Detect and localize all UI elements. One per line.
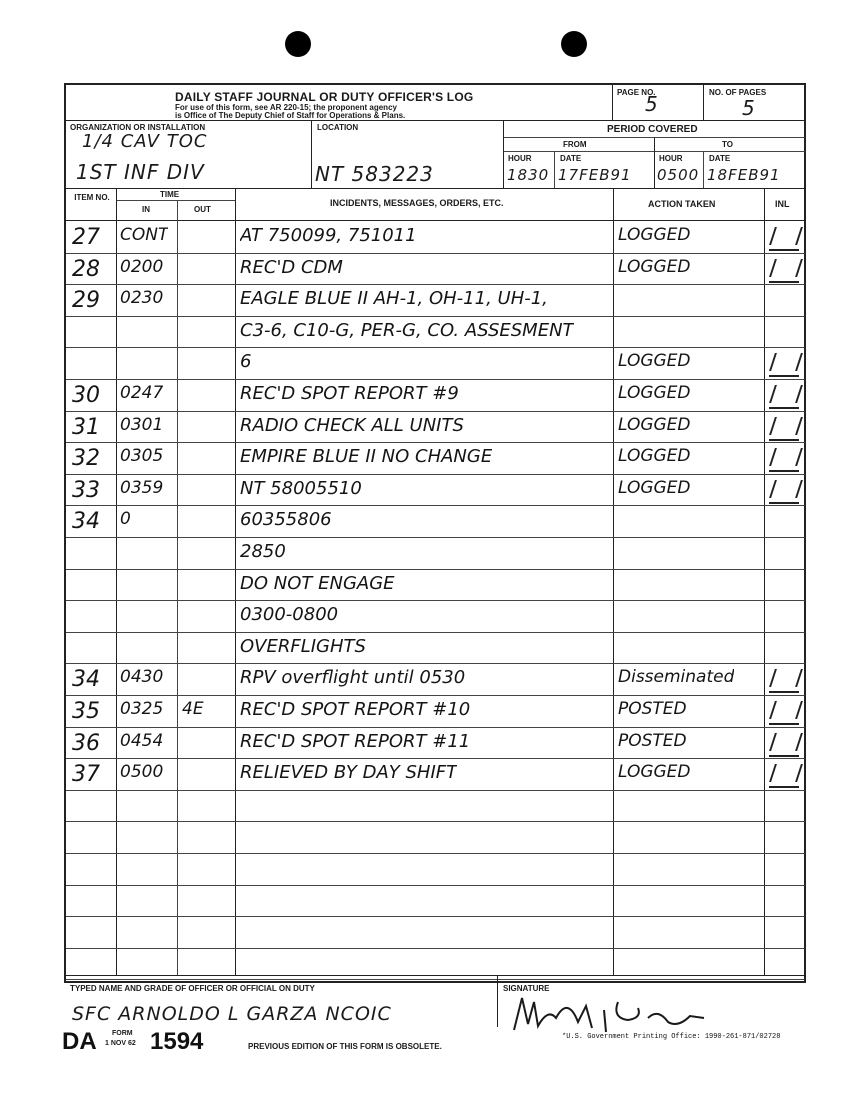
- row-divider: [66, 347, 805, 348]
- row-divider: [66, 885, 805, 886]
- location-label: LOCATION: [317, 123, 359, 132]
- row-initials: [769, 697, 799, 725]
- row-initials: [769, 444, 799, 472]
- no-of-pages-label: NO. OF PAGES: [709, 88, 767, 97]
- row-incident-text: AT 750099, 751011: [240, 225, 417, 246]
- row-incident-text: 6: [240, 351, 252, 372]
- from-date-label: DATE: [560, 154, 582, 163]
- row-initials: [769, 665, 799, 693]
- row-divider: [66, 790, 805, 791]
- form-label-top: FORM: [112, 1030, 133, 1037]
- col-in-label: IN: [142, 205, 150, 214]
- row-incident-text: REC'D SPOT REPORT #9: [240, 383, 459, 404]
- row-divider: [66, 253, 805, 254]
- row-divider: [66, 537, 805, 538]
- form-title: DAILY STAFF JOURNAL OR DUTY OFFICER'S LOG: [175, 90, 474, 104]
- from-hour-label: HOUR: [508, 154, 532, 163]
- row-time-in: 0247: [120, 383, 164, 403]
- row-initials: [769, 413, 799, 441]
- row-time-in: 0500: [120, 762, 164, 782]
- row-action-taken: LOGGED: [618, 478, 691, 498]
- row-incident-text: EAGLE BLUE II AH-1, OH-11, UH-1,: [240, 288, 548, 309]
- form-subtitle-1: For use of this form, see AR 220-15; the proponent agency: [175, 103, 397, 112]
- from-date-value: 17FEB91: [558, 166, 632, 184]
- row-time-in: 0301: [120, 415, 164, 435]
- row-incident-text: 60355806: [240, 509, 332, 530]
- row-divider: [66, 727, 805, 728]
- row-divider: [66, 379, 805, 380]
- to-date-value: 18FEB91: [707, 166, 781, 184]
- typed-name-label: TYPED NAME AND GRADE OF OFFICER OR OFFICIAL ON DUTY: [70, 984, 315, 993]
- form-subtitle-2: is Office of The Deputy Chief of Staff for Operations & Plans.: [175, 111, 406, 120]
- col-incidents-label: INCIDENTS, MESSAGES, ORDERS, ETC.: [330, 198, 504, 208]
- row-incident-text: NT 58005510: [240, 478, 362, 499]
- typed-name-value: SFC ARNOLDO L GARZA NCOIC: [72, 1003, 392, 1025]
- row-divider: [66, 821, 805, 822]
- row-action-taken: LOGGED: [618, 257, 691, 277]
- row-action-taken: LOGGED: [618, 446, 691, 466]
- row-time-out: 4E: [182, 699, 204, 719]
- row-incident-text: DO NOT ENGAGE: [240, 573, 395, 594]
- row-item-no: 35: [72, 699, 100, 724]
- row-action-taken: POSTED: [618, 699, 687, 719]
- row-action-taken: LOGGED: [618, 351, 691, 371]
- row-divider: [66, 853, 805, 854]
- signature: [508, 988, 718, 1036]
- row-divider: [66, 916, 805, 917]
- period-label: PERIOD COVERED: [607, 124, 698, 135]
- row-item-no: 32: [72, 446, 100, 471]
- row-incident-text: EMPIRE BLUE II NO CHANGE: [240, 446, 493, 467]
- row-divider: [66, 758, 805, 759]
- row-time-in: 0200: [120, 257, 164, 277]
- punch-hole-right: [561, 31, 587, 57]
- from-label: FROM: [563, 140, 587, 149]
- row-divider: [66, 979, 805, 980]
- row-divider: [66, 505, 805, 506]
- to-hour-value: 0500: [657, 166, 700, 184]
- form-label-bottom: 1 NOV 62: [105, 1040, 136, 1047]
- col-inl-label: INL: [775, 199, 790, 209]
- row-divider: [66, 663, 805, 664]
- col-item-label: ITEM NO.: [74, 193, 110, 202]
- row-incident-text: REC'D SPOT REPORT #11: [240, 731, 471, 752]
- row-divider: [66, 474, 805, 475]
- page-no-value: 5: [645, 92, 659, 116]
- row-incident-text: C3-6, C10-G, PER-G, CO. ASSESMENT: [240, 320, 574, 341]
- row-time-in: 0: [120, 509, 131, 529]
- to-label: TO: [722, 140, 733, 149]
- row-incident-text: 2850: [240, 541, 286, 562]
- to-date-label: DATE: [709, 154, 731, 163]
- row-initials: [769, 223, 799, 251]
- row-time-in: 0325: [120, 699, 164, 719]
- row-divider: [66, 600, 805, 601]
- row-time-in: 0305: [120, 446, 164, 466]
- row-incident-text: REC'D SPOT REPORT #10: [240, 699, 471, 720]
- gpo-note: *U.S. Government Printing Office: 1990-261-871/02728: [562, 1033, 781, 1041]
- row-time-in: CONT: [120, 225, 169, 245]
- col-time-label: TIME: [160, 190, 180, 199]
- row-item-no: 33: [72, 478, 100, 503]
- row-action-taken: LOGGED: [618, 762, 691, 782]
- row-item-no: 29: [72, 288, 100, 313]
- to-hour-label: HOUR: [659, 154, 683, 163]
- form-number: 1594: [150, 1028, 204, 1055]
- row-divider: [66, 316, 805, 317]
- row-action-taken: LOGGED: [618, 225, 691, 245]
- form-border: [64, 83, 806, 983]
- row-incident-text: RADIO CHECK ALL UNITS: [240, 415, 464, 436]
- row-action-taken: Disseminated: [618, 667, 735, 687]
- row-time-in: 0359: [120, 478, 164, 498]
- row-initials: [769, 476, 799, 504]
- row-item-no: 31: [72, 415, 100, 440]
- form-prefix: DA: [62, 1028, 97, 1055]
- col-action-label: ACTION TAKEN: [648, 199, 716, 209]
- row-action-taken: POSTED: [618, 731, 687, 751]
- row-item-no: 37: [72, 762, 100, 787]
- row-divider: [66, 569, 805, 570]
- col-out-label: OUT: [194, 205, 211, 214]
- row-incident-text: REC'D CDM: [240, 257, 343, 278]
- no-of-pages-value: 5: [742, 96, 756, 120]
- row-time-in: 0454: [120, 731, 164, 751]
- page-no-label: PAGE NO.: [617, 88, 656, 97]
- row-item-no: 34: [72, 667, 100, 692]
- row-incident-text: OVERFLIGHTS: [240, 636, 366, 657]
- from-hour-value: 1830: [507, 166, 550, 184]
- row-initials: [769, 381, 799, 409]
- row-incident-text: 0300-0800: [240, 604, 339, 625]
- row-time-in: 0230: [120, 288, 164, 308]
- row-initials: [769, 729, 799, 757]
- row-item-no: 34: [72, 509, 100, 534]
- org-line-2: 1ST INF DIV: [76, 160, 205, 184]
- row-action-taken: LOGGED: [618, 383, 691, 403]
- punch-hole-left: [285, 31, 311, 57]
- location-value: NT 583223: [315, 162, 434, 186]
- row-divider: [66, 695, 805, 696]
- row-divider: [66, 411, 805, 412]
- row-time-in: 0430: [120, 667, 164, 687]
- row-initials: [769, 255, 799, 283]
- row-action-taken: LOGGED: [618, 415, 691, 435]
- row-divider: [66, 284, 805, 285]
- row-incident-text: RELIEVED BY DAY SHIFT: [240, 762, 458, 783]
- row-divider: [66, 632, 805, 633]
- row-item-no: 36: [72, 731, 100, 756]
- row-divider: [66, 442, 805, 443]
- signature-label: SIGNATURE: [503, 984, 550, 993]
- row-item-no: 28: [72, 257, 100, 282]
- row-item-no: 27: [72, 225, 100, 250]
- previous-edition-note: PREVIOUS EDITION OF THIS FORM IS OBSOLETE.: [248, 1042, 442, 1051]
- row-item-no: 30: [72, 383, 100, 408]
- row-divider: [66, 948, 805, 949]
- row-incident-text: RPV overflight until 0530: [240, 667, 466, 688]
- row-initials: [769, 349, 799, 377]
- org-label: ORGANIZATION OR INSTALLATION: [70, 123, 206, 132]
- row-initials: [769, 760, 799, 788]
- org-line-1: 1/4 CAV TOC: [82, 131, 208, 152]
